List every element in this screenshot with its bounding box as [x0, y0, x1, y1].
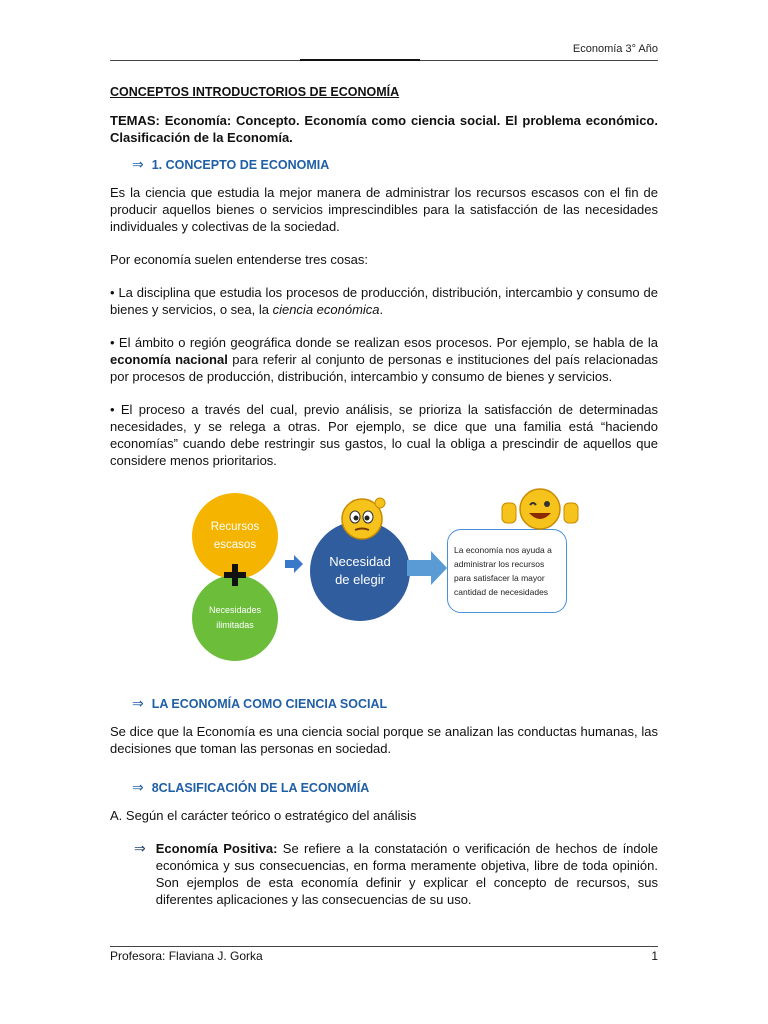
section-heading-ciencia-social	[132, 695, 658, 713]
definition-paragraph: Es la ciencia que estudia la mejor manera de administrar los recursos escasos con el fin de producir aquellos bienes o servicios imprescindibles para la satisfacción de las necesidades individuales y colectivas de la sociedad.	[110, 185, 658, 234]
ciencia-social-paragraph: Se dice que la Economía es una ciencia social porque se analizan las conductas humanas, las decisiones que toman las personas en sociedad.	[110, 724, 658, 756]
circle-label: escasos	[213, 539, 257, 551]
circle-label: ilimitadas	[216, 620, 254, 630]
section-heading-concepto	[132, 156, 658, 174]
section-heading-clasificacion	[132, 779, 658, 797]
economia-positiva-text	[156, 840, 658, 908]
bullet-emphasis: ciencia económica	[272, 302, 380, 317]
double-arrow-icon: ⇒	[132, 156, 144, 172]
circle-label: Necesidad	[329, 554, 391, 569]
temas-paragraph: TEMAS: Economía: Concepto. Economía como ciencia social. El problema económico. Clasificación de la Economía.	[110, 113, 658, 145]
thinking-emoji-icon	[340, 495, 386, 541]
bullet-ambito-geografico	[110, 334, 658, 385]
section-heading-label: LA ECONOMÍA COMO CIENCIA SOCIAL	[151, 697, 388, 711]
plus-icon	[224, 564, 246, 586]
double-arrow-icon: ⇒	[132, 779, 144, 795]
bullet-text-end: para referir al conjunto de personas e instituciones del país relacionadas por procesos de producción, distribución, intercambio y consumo de bienes y servicios.	[110, 352, 658, 384]
bullet-text: • El ámbito o región geográfica donde se realizan esos procesos. Por ejemplo, se habla de la	[110, 335, 658, 350]
double-arrow-icon: ⇒	[134, 840, 146, 856]
item-description: Se refiere a la constatación o verificación de hechos de índole económica y sus consecuencias, en forma meramente objetiva, libre de toda opinión. Son ejemplos de esta economía definir y explicar el concepto de recursos, sus diferentes aplicaciones y las consecuencias de su uso.	[155, 841, 658, 907]
circle-label: de elegir	[335, 572, 385, 587]
economy-diagram	[110, 485, 658, 655]
document-title: CONCEPTOS INTRODUCTORIOS DE ECONOMÍA	[110, 85, 400, 99]
happy-thumbs-up-emoji-icon	[500, 485, 580, 533]
circle-label: Recursos	[210, 521, 260, 533]
bullet-proceso-priorizacion: • El proceso a través del cual, previo análisis, se prioriza la satisfacción de determinadas necesidades, y se relega a otras. Por ejemplo, se dice que una familia está “haciendo economías” cuando debe restringir sus gastos, lo cual la obliga a prescindir de aquellos que considere menos prioritarios.	[110, 402, 658, 468]
right-arrow-icon	[407, 551, 447, 585]
footer-teacher: Profesora: Flaviana J. Gorka	[110, 949, 263, 963]
right-arrow-icon	[285, 555, 303, 573]
necesidades-ilimitadas-circle	[192, 575, 278, 661]
document-content	[110, 84, 658, 908]
economia-positiva-item	[134, 840, 658, 908]
bullet-text: • La disciplina que estudia los procesos de producción, distribución, intercambio y consumo de bienes y servicios, o sea, la	[110, 285, 658, 317]
footer-page-number: 1	[651, 949, 658, 963]
header-course: Economía 3° Año	[572, 43, 658, 55]
intro-paragraph: Por economía suelen entenderse tres cosas:	[110, 252, 368, 267]
clasificacion-subtitle: A. Según el carácter teórico o estratégico del análisis	[110, 808, 417, 823]
bullet-text-end: .	[379, 302, 384, 317]
bullet-ciencia-economica	[110, 284, 658, 318]
bullet-strong: economía nacional	[110, 352, 228, 367]
section-heading-label: 1. CONCEPTO DE ECONOMIA	[151, 158, 330, 172]
circle-label: Necesidades	[208, 605, 262, 615]
footer-rule	[110, 946, 658, 947]
double-arrow-icon: ⇒	[132, 695, 144, 711]
header-rule-accent	[300, 59, 420, 61]
section-heading-label: 8CLASIFICACIÓN DE LA ECONOMÍA	[151, 781, 370, 795]
diagram-note-box: La economía nos ayuda a administrar los recursos para satisfacer la mayor cantidad de necesidades	[447, 529, 567, 613]
item-label: Economía Positiva:	[155, 841, 278, 856]
